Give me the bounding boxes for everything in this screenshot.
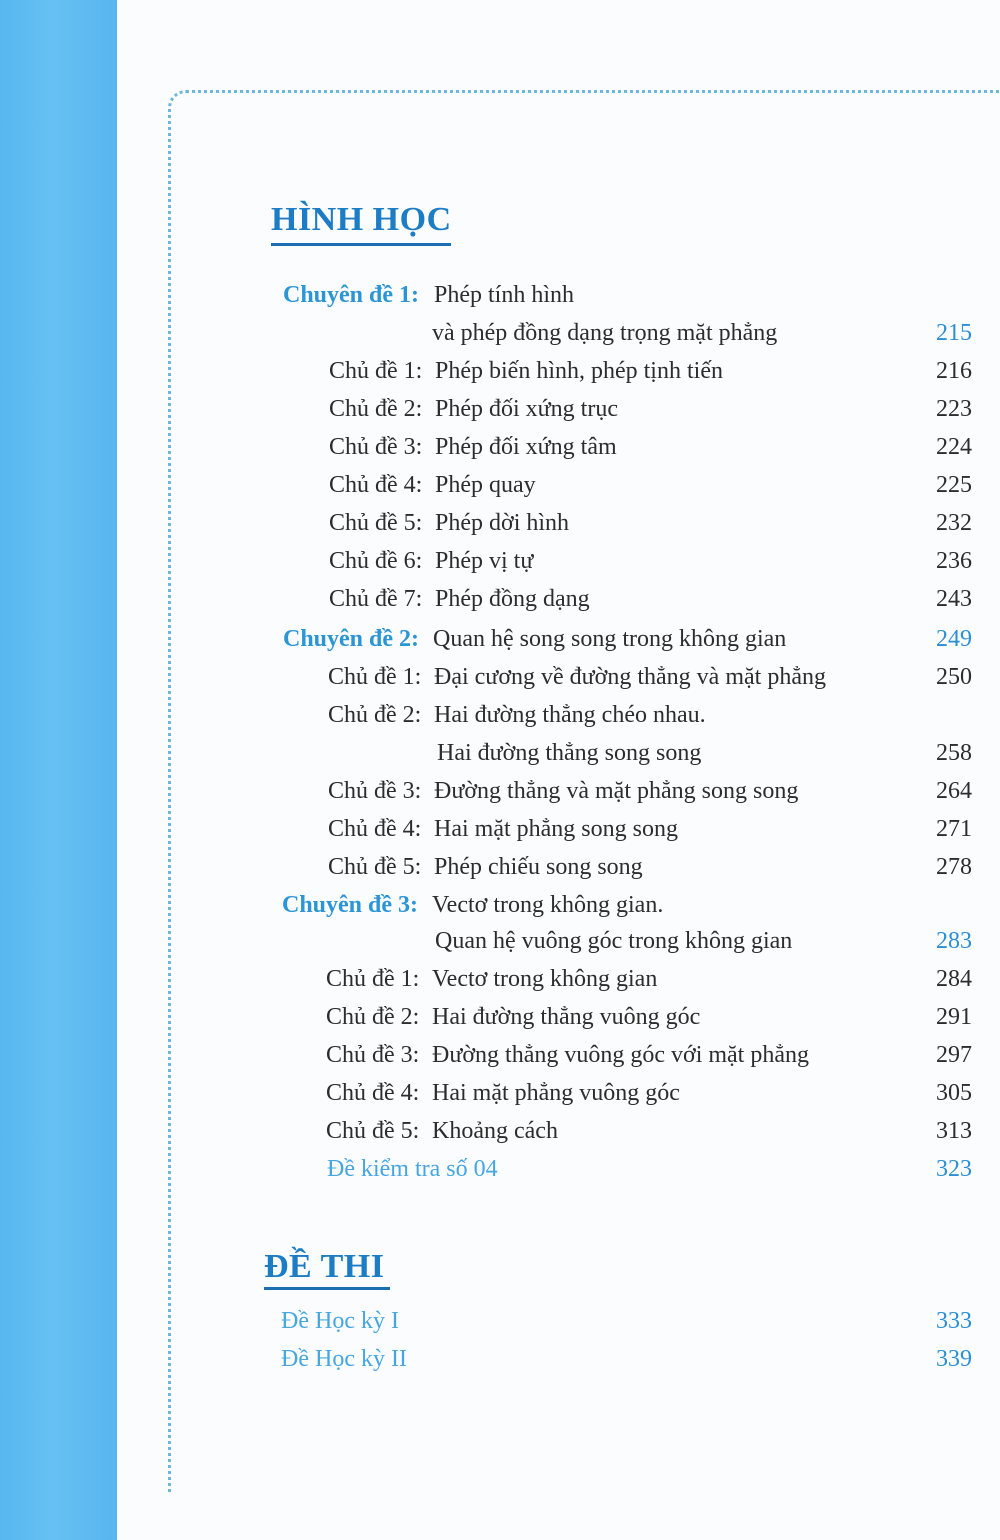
- chapter-label: Chuyên đề 2:: [283, 626, 420, 652]
- topic-label: Chủ đề 1:: [328, 664, 422, 690]
- topic-label: Chủ đề 5:: [328, 854, 422, 880]
- topic-label: Chủ đề 3:: [326, 1042, 420, 1068]
- page-number: 225: [936, 472, 972, 498]
- toc-entry-title: Phép tính hình: [434, 282, 575, 308]
- toc-entry-title: Đề Học kỳ I: [281, 1308, 399, 1334]
- toc-row-exam[interactable]: [0, 1340, 1000, 1378]
- toc-row-topic[interactable]: [0, 772, 1000, 810]
- topic-label: Chủ đề 2:: [328, 702, 422, 728]
- page-number: 291: [936, 1004, 972, 1030]
- page-number: 284: [936, 966, 972, 992]
- toc-entry-title: Khoảng cách: [432, 1118, 558, 1144]
- toc-row-topic[interactable]: [0, 1036, 1000, 1074]
- toc-entry-title: Quan hệ vuông góc trong không gian: [435, 928, 793, 954]
- toc-row-chapter-3[interactable]: [0, 886, 1000, 924]
- toc-entry-title: Phép chiếu song song: [434, 854, 643, 880]
- topic-label: Chủ đề 2:: [326, 1004, 420, 1030]
- toc-entry-title: Đường thẳng vuông góc với mặt phẳng: [432, 1042, 810, 1068]
- toc-entry-title: Phép đối xứng tâm: [435, 434, 617, 460]
- toc-entry-title: Phép vị tự: [435, 548, 534, 574]
- toc-row-topic[interactable]: [0, 810, 1000, 848]
- toc-row-chapter-3-cont[interactable]: [0, 922, 1000, 960]
- topic-label: Chủ đề 5:: [329, 510, 423, 536]
- page-number: 224: [936, 434, 972, 460]
- page-number: 216: [936, 358, 972, 384]
- page-number: 305: [936, 1080, 972, 1106]
- page-number: 250: [936, 664, 972, 690]
- page-number: 313: [936, 1118, 972, 1144]
- page-number: 271: [936, 816, 972, 842]
- toc-entry-title: Đề kiểm tra số 04: [327, 1156, 498, 1182]
- toc-entry-title: Phép quay: [435, 472, 536, 498]
- chapter-label: Chuyên đề 3:: [282, 892, 419, 918]
- section-title-exams: ĐỀ THI: [264, 1248, 385, 1285]
- toc-entry-title: Vectơ trong không gian: [432, 966, 658, 992]
- page-number: 243: [936, 586, 972, 612]
- page-number: 264: [936, 778, 972, 804]
- toc-row-exam[interactable]: [0, 1302, 1000, 1340]
- toc-entry-title: Phép đồng dạng: [435, 586, 590, 612]
- toc-entry-title: Vectơ trong không gian.: [432, 892, 664, 918]
- page-number: 278: [936, 854, 972, 880]
- page-number: 232: [936, 510, 972, 536]
- toc-row-topic[interactable]: [0, 848, 1000, 886]
- topic-label: Chủ đề 3:: [329, 434, 423, 460]
- toc-entry-title: Đại cương về đường thẳng và mặt phẳng: [434, 664, 826, 690]
- section-title-underline: [271, 243, 451, 246]
- toc-row-topic[interactable]: [0, 658, 1000, 696]
- topic-label: Chủ đề 4:: [329, 472, 423, 498]
- toc-row-topic-cont[interactable]: [0, 734, 1000, 772]
- topic-label: Chủ đề 2:: [329, 396, 423, 422]
- toc-entry-title: Phép dời hình: [435, 510, 570, 536]
- toc-row-chapter-1-cont[interactable]: [0, 314, 1000, 352]
- topic-label: Chủ đề 4:: [328, 816, 422, 842]
- page-number: 297: [936, 1042, 972, 1068]
- page-number: 323: [936, 1156, 972, 1182]
- topic-label: Chủ đề 6:: [329, 548, 423, 574]
- toc-row-topic[interactable]: [0, 542, 1000, 580]
- toc-entry-title: Hai đường thẳng chéo nhau.: [434, 702, 706, 728]
- toc-entry-title: Đường thẳng và mặt phẳng song song: [434, 778, 799, 804]
- toc-row-topic[interactable]: [0, 1112, 1000, 1150]
- page-number: 283: [936, 928, 972, 954]
- toc-entry-title: Đề Học kỳ II: [281, 1346, 407, 1372]
- chapter-label: Chuyên đề 1:: [283, 282, 420, 308]
- toc-entry-title: Hai đường thẳng vuông góc: [432, 1004, 701, 1030]
- toc-entry-title: và phép đồng dạng trọng mặt phẳng: [432, 320, 778, 346]
- toc-entry-title: Phép biến hình, phép tịnh tiến: [435, 358, 723, 384]
- toc-row-topic[interactable]: [0, 696, 1000, 734]
- toc-row-topic[interactable]: [0, 960, 1000, 998]
- topic-label: Chủ đề 1:: [326, 966, 420, 992]
- toc-row-topic[interactable]: [0, 352, 1000, 390]
- page-number: 223: [936, 396, 972, 422]
- toc-row-topic[interactable]: [0, 504, 1000, 542]
- page-number: 249: [936, 626, 972, 652]
- toc-row-topic[interactable]: [0, 428, 1000, 466]
- topic-label: Chủ đề 4:: [326, 1080, 420, 1106]
- page-number: 215: [936, 320, 972, 346]
- page-number: 339: [936, 1346, 972, 1372]
- topic-label: Chủ đề 3:: [328, 778, 422, 804]
- toc-entry-title: Quan hệ song song trong không gian: [433, 626, 787, 652]
- toc-entry-title: Phép đối xứng trục: [435, 396, 618, 422]
- page-number: 236: [936, 548, 972, 574]
- section-title-geometry: HÌNH HỌC: [271, 201, 452, 238]
- toc-entry-title: Hai mặt phẳng song song: [434, 816, 678, 842]
- toc-row-topic[interactable]: [0, 466, 1000, 504]
- topic-label: Chủ đề 1:: [329, 358, 423, 384]
- page-number: 258: [936, 740, 972, 766]
- topic-label: Chủ đề 5:: [326, 1118, 420, 1144]
- toc-entry-title: Hai đường thẳng song song: [437, 740, 702, 766]
- toc-row-topic[interactable]: [0, 390, 1000, 428]
- toc-row-topic[interactable]: [0, 998, 1000, 1036]
- section-title-underline: [264, 1287, 390, 1290]
- toc-row-test[interactable]: [0, 1150, 1000, 1188]
- topic-label: Chủ đề 7:: [329, 586, 423, 612]
- toc-row-topic[interactable]: [0, 1074, 1000, 1112]
- toc-row-chapter-1[interactable]: [0, 276, 1000, 314]
- toc-row-chapter-2[interactable]: [0, 620, 1000, 658]
- toc-row-topic[interactable]: [0, 580, 1000, 618]
- toc-entry-title: Hai mặt phẳng vuông góc: [432, 1080, 680, 1106]
- page-number: 333: [936, 1308, 972, 1334]
